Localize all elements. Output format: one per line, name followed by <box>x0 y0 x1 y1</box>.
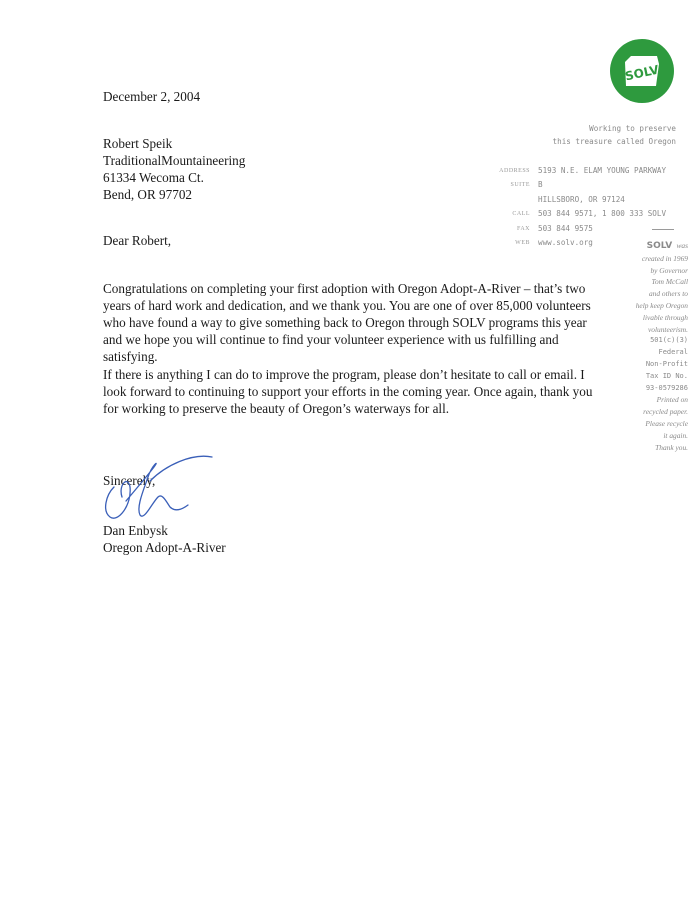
letterhead-divider <box>652 229 674 230</box>
signer-org: Oregon Adopt-A-River <box>103 540 226 555</box>
contact-value: HILLSBORO, OR 97124 <box>538 194 625 204</box>
contact-suite <box>498 178 666 192</box>
status-line: Tax ID No. <box>645 371 688 380</box>
contact-web-link[interactable]: www.solv.org <box>538 238 593 248</box>
solv-logo <box>609 38 675 104</box>
recipient-name: Robert Speik <box>103 136 173 151</box>
contact-label: FAX <box>516 225 530 232</box>
contact-value: 503 844 9571, 1 800 333 SOLV <box>538 209 667 219</box>
about-brand: SOLV <box>646 241 673 251</box>
contact-label: WEB <box>515 240 530 247</box>
recycle-line: Printed on <box>656 395 688 405</box>
about-line: created in 1969 <box>641 253 688 263</box>
tagline-line: this treasure called Oregon <box>552 137 676 146</box>
paragraph-2: If there is anything I can do to improve the program, please don’t hesitate to call or email. I look forward to continuing to support your efforts in the coming year. Once again, thank you for working to preserve the beauty of Oregon’s waterways for all. <box>103 367 593 416</box>
contact-call <box>498 207 666 221</box>
about-line: volunteerism. <box>647 324 688 334</box>
contact-value: 503 844 9575 <box>538 223 593 233</box>
letterhead-about <box>608 240 688 453</box>
recycle-line: it again. <box>663 430 688 440</box>
signer-block <box>103 522 226 556</box>
contact-label: ADDRESS <box>499 168 530 174</box>
recycle-line: Please recycle <box>645 418 688 428</box>
letterhead-contact <box>498 164 666 250</box>
signature-stroke <box>106 456 212 518</box>
paragraph-1: Congratulations on completing your first adoption with Oregon Adopt-A-River – that’s two years of hard work and dedication, and we thank you. You are one of over 85,000 volunteers who have found a way to give something back to Oregon through SOLV programs this year and we hope you will continue to find your volunteer experience with us fulfilling and satisfying. <box>103 281 591 364</box>
about-line: by Governor <box>650 265 688 275</box>
salutation: Dear Robert, <box>103 233 172 248</box>
recipient-org: TraditionalMountaineering <box>103 153 246 168</box>
contact-address <box>498 164 666 178</box>
about-line: help keep Oregon <box>635 300 688 310</box>
about-line: and others to <box>648 289 688 299</box>
status-line: 501(c)(3) <box>650 336 688 345</box>
contact-label: SUITE <box>510 182 530 189</box>
recipient-address <box>103 135 245 203</box>
contact-value: 5193 N.E. ELAM YOUNG PARKWAY <box>538 166 667 175</box>
signer-name: Dan Enbysk <box>103 523 168 538</box>
contact-city <box>498 193 666 207</box>
about-line: livable through <box>642 312 688 322</box>
logo-text: SOLV <box>623 62 661 84</box>
tagline-line: Working to preserve <box>589 124 676 133</box>
status-line: Federal <box>658 348 688 357</box>
about-line: Tom McCall <box>651 277 688 287</box>
closing: Sincerely, <box>103 473 156 488</box>
contact-label <box>498 193 530 207</box>
status-line: 93-0579286 <box>645 383 688 392</box>
contact-value: B <box>538 180 543 190</box>
letter-date: December 2, 2004 <box>103 89 201 104</box>
status-line: Non-Profit <box>645 359 688 368</box>
recipient-city: Bend, OR 97702 <box>103 187 193 202</box>
recycle-line: Thank you. <box>655 442 688 452</box>
recycle-line: recycled paper. <box>643 407 688 417</box>
contact-fax <box>498 222 666 236</box>
about-line: was <box>676 241 688 250</box>
contact-label: CALL <box>512 211 530 218</box>
recipient-street: 61334 Wecoma Ct. <box>103 170 204 185</box>
about-brand-line <box>608 240 688 253</box>
handwritten-signature <box>96 445 226 525</box>
letterhead-tagline <box>553 122 676 148</box>
